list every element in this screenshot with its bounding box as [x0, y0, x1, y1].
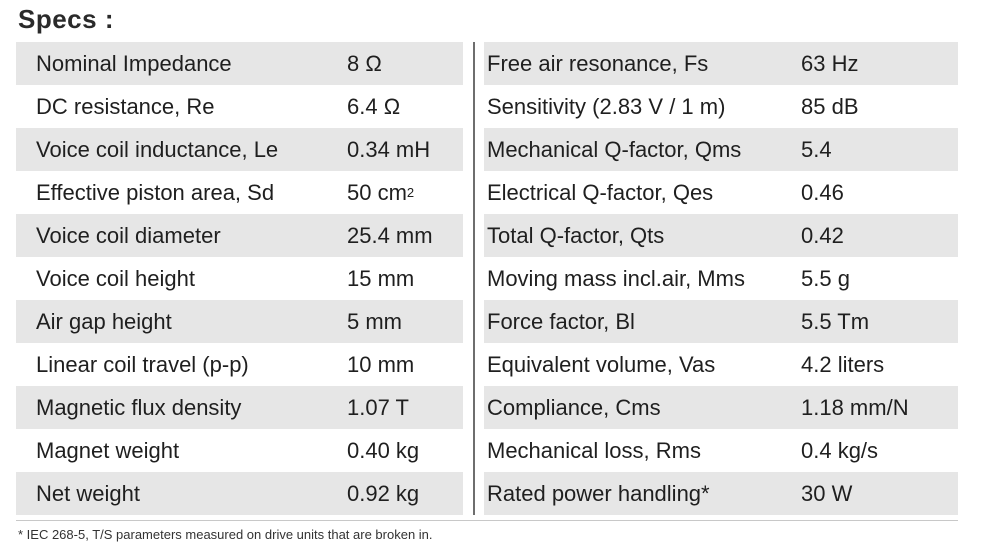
- table-row: [16, 386, 958, 429]
- spec-label: Linear coil travel (p-p): [36, 351, 249, 377]
- spec-label: Effective piston area, Sd: [36, 179, 275, 205]
- table-row: [16, 128, 958, 171]
- spec-label: Rated power handling*: [484, 472, 801, 515]
- spec-label: Net weight: [16, 472, 347, 515]
- spec-label: Magnetic flux density: [16, 386, 347, 429]
- column-divider: [463, 343, 484, 386]
- column-divider: [463, 42, 484, 85]
- table-row: [16, 257, 958, 300]
- spec-label: Voice coil height: [36, 265, 195, 291]
- spec-value: 0.46: [801, 179, 844, 205]
- spec-value: 8 Ω: [347, 42, 463, 85]
- spec-label: Total Q-factor, Qts: [484, 214, 801, 257]
- spec-label: Voice coil diameter: [16, 214, 347, 257]
- spec-value: 0.4 kg/s: [801, 437, 879, 463]
- column-divider: [463, 386, 484, 429]
- spec-value: 25.4 mm: [347, 214, 463, 257]
- spec-value: 0.42: [801, 214, 958, 257]
- spec-value: 0.92 kg: [347, 472, 463, 515]
- spec-label: Compliance, Cms: [484, 386, 801, 429]
- spec-value: 0.40 kg: [347, 437, 420, 463]
- footnote-divider: [16, 520, 958, 521]
- table-row: [16, 85, 958, 128]
- table-row: [16, 429, 958, 472]
- column-divider: [463, 472, 484, 515]
- spec-label: Air gap height: [16, 300, 347, 343]
- table-row: [16, 42, 958, 85]
- column-divider: [463, 214, 484, 257]
- spec-label: Voice coil inductance, Le: [16, 128, 347, 171]
- spec-value: 0.34 mH: [347, 128, 463, 171]
- page-title: Specs :: [18, 4, 114, 34]
- column-divider: [463, 300, 484, 343]
- spec-label: Mechanical Q-factor, Qms: [484, 128, 801, 171]
- table-row: [16, 472, 958, 515]
- spec-label: DC resistance, Re: [36, 93, 215, 119]
- spec-value-text: 50 cm: [347, 179, 407, 205]
- spec-label: Equivalent volume, Vas: [487, 351, 716, 377]
- column-divider: [463, 85, 484, 128]
- spec-value: 6.4 Ω: [347, 93, 401, 119]
- spec-label: Mechanical loss, Rms: [487, 437, 701, 463]
- spec-value: 63 Hz: [801, 42, 958, 85]
- spec-label: Sensitivity (2.83 V / 1 m): [487, 93, 726, 119]
- spec-value: 30 W: [801, 472, 958, 515]
- spec-value: 5.4: [801, 128, 958, 171]
- spec-label: Electrical Q-factor, Qes: [487, 179, 714, 205]
- spec-value: 1.18 mm/N: [801, 386, 958, 429]
- spec-value: 5.5 Tm: [801, 300, 958, 343]
- spec-value: 10 mm: [347, 351, 415, 377]
- spec-label: Magnet weight: [36, 437, 180, 463]
- column-divider: [463, 128, 484, 171]
- table-row: [16, 343, 958, 386]
- spec-value: 85 dB: [801, 93, 859, 119]
- spec-label: Force factor, Bl: [484, 300, 801, 343]
- spec-value: 1.07 T: [347, 386, 463, 429]
- spec-label: Moving mass incl.air, Mms: [487, 265, 745, 291]
- specs-table: [16, 42, 958, 515]
- spec-value: 4.2 liters: [801, 351, 885, 377]
- column-divider: [463, 429, 484, 472]
- column-divider: [463, 171, 484, 214]
- table-row: [16, 171, 958, 214]
- spec-label: Free air resonance, Fs: [484, 42, 801, 85]
- column-divider: [463, 257, 484, 300]
- footnote: * IEC 268-5, T/S parameters measured on drive units that are broken in.: [18, 527, 433, 542]
- spec-value: 15 mm: [347, 265, 415, 291]
- spec-label: Nominal Impedance: [16, 42, 347, 85]
- spec-value: 50 cm 2: [347, 179, 415, 205]
- spec-value: 5 mm: [347, 300, 463, 343]
- table-row: [16, 214, 958, 257]
- table-row: [16, 300, 958, 343]
- spec-value: 5.5 g: [801, 265, 850, 291]
